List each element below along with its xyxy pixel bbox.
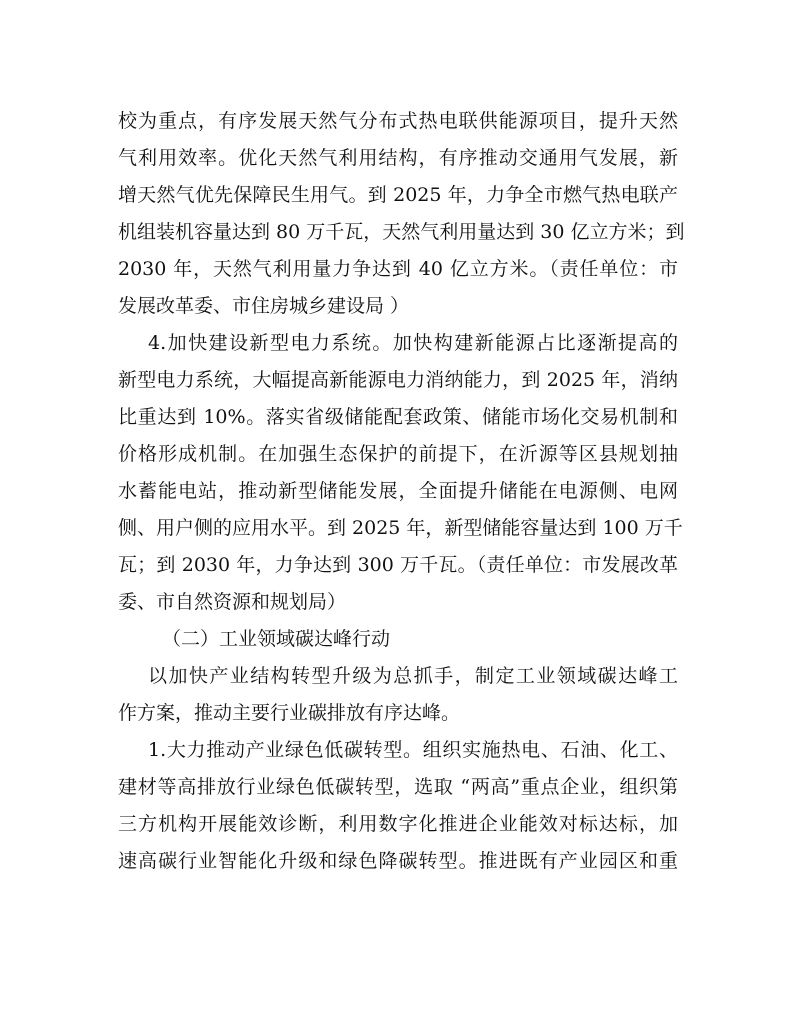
text-line: 侧、用户侧的应用水平。到 2025 年，新型储能容量达到 100 万千 [118,517,683,539]
text-line: 增天然气优先保障民生用气。到 2025 年，力争全市燃气热电联产 [118,184,678,206]
text-line: 瓦；到 2030 年，力争达到 300 万千瓦。（责任单位：市发展改革 [118,554,678,576]
text-line: 校为重点，有序发展天然气分布式热电联供能源项目，提升天然 [118,110,678,132]
text-line: 新型电力系统，大幅提高新能源电力消纳能力，到 2025 年，消纳 [118,369,678,391]
text-line: 机组装机容量达到 80 万千瓦，天然气利用量达到 30 亿立方米；到 [118,221,685,243]
text-line: 气利用效率。优化天然气利用结构，有序推动交通用气发展，新 [118,147,678,169]
text-line: 以加快产业结构转型升级为总抓手，制定工业领域碳达峰工 [148,665,678,687]
text-line: 速高碳行业智能化升级和绿色降碳转型。推进既有产业园区和重 [118,850,678,872]
text-line: 2030 年，天然气利用量力争达到 40 亿立方米。（责任单位：市 [118,258,678,280]
text-line: 委、市自然资源和规划局） [118,591,347,613]
text-line: 发展改革委、市住房城乡建设局 ） [118,295,410,317]
text-line: 三方机构开展能效诊断，利用数字化推进企业能效对标达标，加 [118,813,678,835]
text-line: 作方案，推动主要行业碳排放有序达峰。 [118,702,461,724]
text-line: 价格形成机制。在加强生态保护的前提下，在沂源等区县规划抽 [118,443,678,465]
text-line: 建材等高排放行业绿色低碳转型，选取 “两高”重点企业，组织第 [118,776,678,798]
section-heading-industry: （二）工业领域碳达峰行动 [162,628,391,650]
section-heading-item-1: 1.大力推动产业绿色低碳转型。组织实施热电、石油、化工、 [148,739,678,761]
text-line: 水蓄能电站，推动新型储能发展，全面提升储能在电源侧、电网 [118,480,678,502]
text-line: 比重达到 10%。落实省级储能配套政策、储能市场化交易机制和 [118,406,678,428]
section-heading-item-4: 4.加快建设新型电力系统。加快构建新能源占比逐渐提高的 [148,332,678,354]
document-body [118,103,685,880]
